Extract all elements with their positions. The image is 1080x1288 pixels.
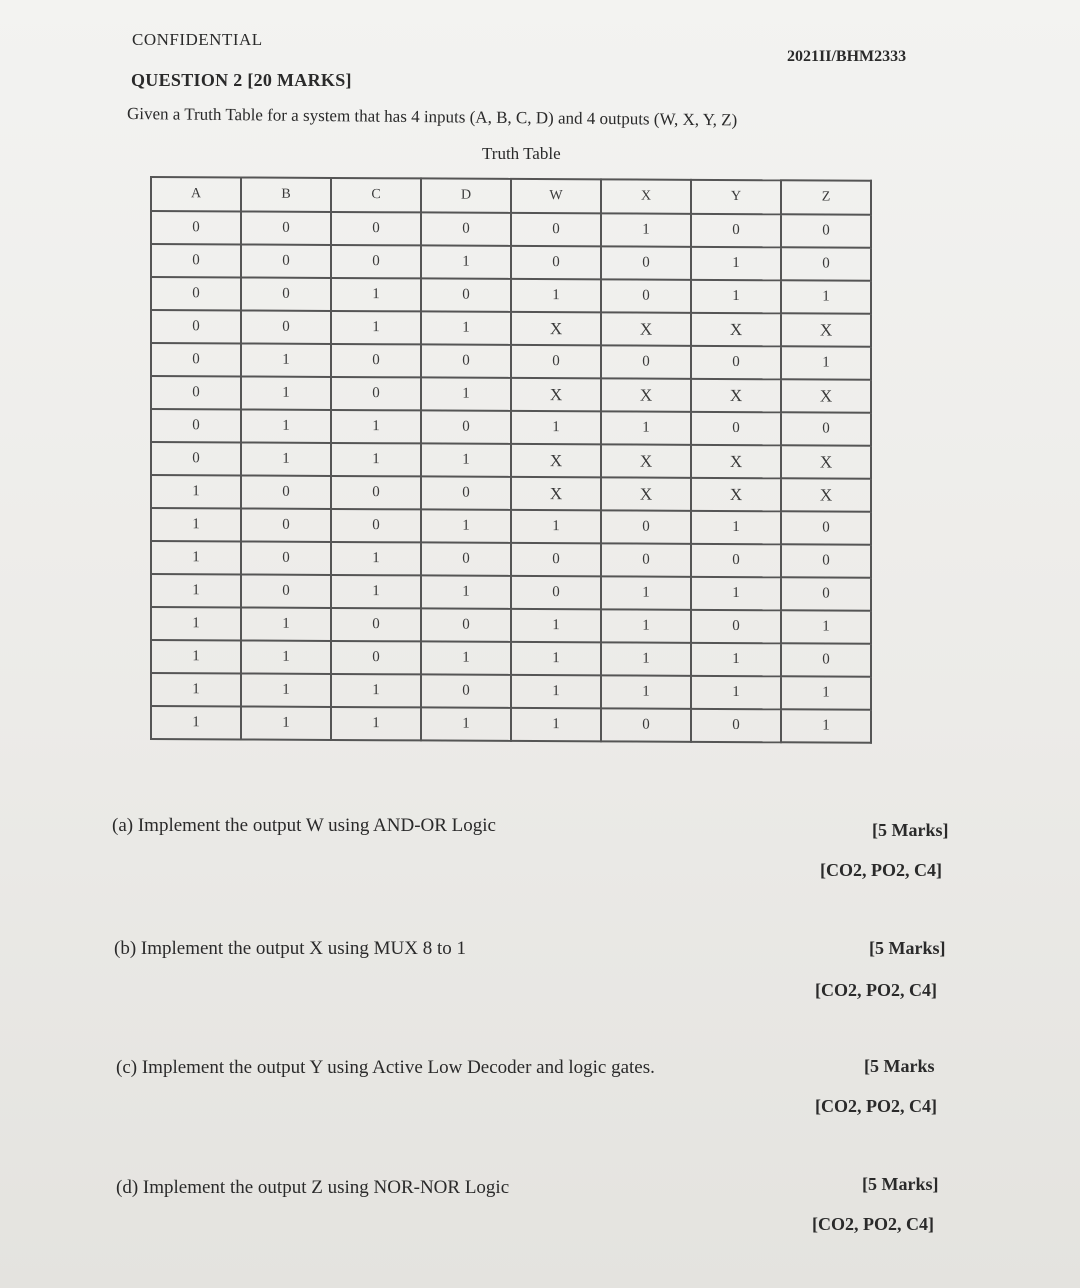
table-cell-w: X bbox=[511, 378, 601, 411]
header-cell-c: C bbox=[331, 178, 421, 212]
confidential-label: CONFIDENTIAL bbox=[132, 30, 263, 49]
table-cell-x: 1 bbox=[601, 411, 691, 444]
table-cell-d: 0 bbox=[421, 344, 511, 377]
table-cell-x: X bbox=[601, 378, 691, 411]
table-cell-y: 0 bbox=[691, 544, 781, 577]
table-cell-c: 1 bbox=[331, 542, 421, 575]
table-row bbox=[151, 640, 871, 677]
table-cell-w: 0 bbox=[511, 576, 601, 609]
table-cell-x: 0 bbox=[601, 510, 691, 543]
table-cell-y: X bbox=[691, 313, 781, 346]
table-cell-w: 1 bbox=[511, 279, 601, 312]
table-cell-y: X bbox=[691, 379, 781, 412]
course-code: 2021II/BHM2333 bbox=[787, 48, 907, 65]
table-row bbox=[151, 706, 871, 743]
table-cell-a: 0 bbox=[151, 409, 241, 442]
header-cell-w: W bbox=[511, 179, 601, 213]
table-cell-d: 1 bbox=[421, 509, 511, 542]
table-cell-w: 1 bbox=[511, 675, 601, 708]
table-cell-w: 0 bbox=[511, 246, 601, 279]
table-cell-x: 1 bbox=[601, 642, 691, 675]
table-cell-a: 1 bbox=[151, 640, 241, 673]
table-cell-a: 0 bbox=[151, 376, 241, 409]
part-b-outcomes: [CO2, PO2, C4] bbox=[815, 980, 937, 1000]
table-cell-b: 0 bbox=[241, 244, 331, 277]
table-cell-b: 1 bbox=[241, 409, 331, 442]
table-cell-c: 1 bbox=[331, 443, 421, 476]
table-cell-z: 0 bbox=[781, 643, 871, 676]
table-row bbox=[151, 244, 871, 281]
table-row bbox=[151, 541, 871, 578]
table-cell-w: 1 bbox=[511, 411, 601, 444]
table-cell-c: 0 bbox=[331, 509, 421, 542]
table-cell-c: 1 bbox=[331, 311, 421, 344]
table-cell-x: X bbox=[601, 312, 691, 345]
table-row bbox=[151, 310, 871, 347]
table-cell-w: X bbox=[511, 477, 601, 510]
table-cell-b: 1 bbox=[241, 607, 331, 640]
table-cell-c: 1 bbox=[331, 410, 421, 443]
table-cell-b: 0 bbox=[241, 277, 331, 310]
table-cell-x: 1 bbox=[601, 213, 691, 246]
table-cell-b: 1 bbox=[241, 376, 331, 409]
table-cell-x: 0 bbox=[601, 279, 691, 312]
table-cell-z: 0 bbox=[781, 247, 871, 280]
table-row bbox=[151, 442, 871, 479]
table-cell-y: X bbox=[691, 445, 781, 478]
table-cell-x: 0 bbox=[601, 345, 691, 378]
table-caption: Truth Table bbox=[482, 144, 561, 163]
part-d-text: (d) Implement the output Z using NOR-NOR Logic bbox=[116, 1177, 510, 1198]
table-cell-a: 1 bbox=[151, 574, 241, 607]
table-cell-y: 0 bbox=[691, 214, 781, 247]
table-cell-w: X bbox=[511, 312, 601, 345]
table-cell-z: 0 bbox=[781, 577, 871, 610]
part-a-outcomes: [CO2, PO2, C4] bbox=[820, 860, 942, 880]
table-cell-c: 0 bbox=[331, 245, 421, 278]
table-cell-w: X bbox=[511, 444, 601, 477]
table-cell-b: 1 bbox=[241, 442, 331, 475]
table-cell-z: 0 bbox=[781, 511, 871, 544]
table-cell-d: 1 bbox=[421, 311, 511, 344]
table-cell-z: 1 bbox=[781, 346, 871, 379]
table-row bbox=[151, 508, 871, 545]
part-d-marks: [5 Marks] bbox=[862, 1174, 939, 1194]
part-a-marks: [5 Marks] bbox=[872, 820, 949, 840]
table-cell-b: 1 bbox=[241, 706, 331, 739]
question-intro: Given a Truth Table for a system that has 4 inputs (A, B, C, D) and 4 outputs (W, X, Y, Z) bbox=[126, 104, 738, 130]
table-cell-d: 1 bbox=[421, 377, 511, 410]
table-cell-w: 1 bbox=[511, 510, 601, 543]
table-cell-d: 1 bbox=[421, 245, 511, 278]
table-cell-c: 0 bbox=[331, 344, 421, 377]
part-d-outcomes: [CO2, PO2, C4] bbox=[812, 1214, 934, 1234]
table-cell-a: 1 bbox=[151, 541, 241, 574]
table-cell-a: 0 bbox=[151, 310, 241, 343]
table-header-row bbox=[151, 177, 871, 215]
table-cell-z: 1 bbox=[781, 709, 871, 742]
table-cell-a: 0 bbox=[151, 277, 241, 310]
part-b-marks: [5 Marks] bbox=[869, 938, 946, 958]
table-cell-w: 1 bbox=[511, 708, 601, 741]
table-cell-z: 0 bbox=[781, 544, 871, 577]
table-cell-c: 0 bbox=[331, 212, 421, 245]
table-cell-z: X bbox=[781, 379, 871, 412]
table-cell-y: 1 bbox=[691, 577, 781, 610]
table-cell-b: 0 bbox=[241, 475, 331, 508]
table-cell-c: 1 bbox=[331, 674, 421, 707]
table-cell-c: 0 bbox=[331, 641, 421, 674]
table-cell-y: X bbox=[691, 478, 781, 511]
header-cell-y: Y bbox=[691, 180, 781, 214]
table-cell-w: 0 bbox=[511, 345, 601, 378]
table-body bbox=[151, 211, 871, 743]
table-cell-a: 1 bbox=[151, 607, 241, 640]
table-cell-d: 0 bbox=[421, 278, 511, 311]
table-cell-w: 0 bbox=[511, 543, 601, 576]
header-cell-x: X bbox=[601, 179, 691, 213]
table-cell-d: 0 bbox=[421, 212, 511, 245]
table-cell-x: X bbox=[601, 444, 691, 477]
table-cell-y: 1 bbox=[691, 676, 781, 709]
table-row bbox=[151, 475, 871, 512]
table-cell-z: X bbox=[781, 478, 871, 511]
header-cell-b: B bbox=[241, 177, 331, 211]
table-row bbox=[151, 607, 871, 644]
table-cell-b: 1 bbox=[241, 343, 331, 376]
table-row bbox=[151, 343, 871, 380]
table-row bbox=[151, 211, 871, 248]
table-cell-w: 1 bbox=[511, 642, 601, 675]
table-row bbox=[151, 376, 871, 413]
table-cell-y: 1 bbox=[691, 643, 781, 676]
part-c-outcomes: [CO2, PO2, C4] bbox=[815, 1096, 937, 1116]
table-cell-z: 1 bbox=[781, 676, 871, 709]
table-cell-a: 0 bbox=[151, 244, 241, 277]
table-cell-z: X bbox=[781, 445, 871, 478]
table-cell-b: 0 bbox=[241, 541, 331, 574]
table-cell-b: 1 bbox=[241, 640, 331, 673]
table-cell-d: 1 bbox=[421, 707, 511, 740]
table-cell-c: 1 bbox=[331, 707, 421, 740]
table-cell-x: 1 bbox=[601, 609, 691, 642]
table-cell-z: 1 bbox=[781, 610, 871, 643]
table-cell-y: 1 bbox=[691, 247, 781, 280]
header-cell-d: D bbox=[421, 178, 511, 212]
table-cell-c: 0 bbox=[331, 476, 421, 509]
table-cell-y: 0 bbox=[691, 610, 781, 643]
question-title: QUESTION 2 [20 MARKS] bbox=[131, 70, 352, 90]
table-cell-d: 0 bbox=[421, 608, 511, 641]
table-cell-a: 0 bbox=[151, 343, 241, 376]
table-cell-a: 1 bbox=[151, 673, 241, 706]
table-cell-b: 0 bbox=[241, 211, 331, 244]
table-cell-z: 0 bbox=[781, 214, 871, 247]
part-a-text: (a) Implement the output W using AND-OR Logic bbox=[112, 815, 496, 836]
table-cell-c: 1 bbox=[331, 575, 421, 608]
table-row bbox=[151, 574, 871, 611]
header-cell-a: A bbox=[151, 177, 241, 211]
table-cell-z: 0 bbox=[781, 412, 871, 445]
table-cell-c: 0 bbox=[331, 608, 421, 641]
table-cell-b: 1 bbox=[241, 673, 331, 706]
table-cell-c: 0 bbox=[331, 377, 421, 410]
table-cell-y: 1 bbox=[691, 511, 781, 544]
table-cell-d: 0 bbox=[421, 476, 511, 509]
table-cell-x: 0 bbox=[601, 708, 691, 741]
table-row bbox=[151, 277, 871, 314]
part-c-text: (c) Implement the output Y using Active Low Decoder and logic gates. bbox=[116, 1057, 655, 1078]
table-cell-c: 1 bbox=[331, 278, 421, 311]
table-cell-x: 1 bbox=[601, 675, 691, 708]
table-cell-d: 1 bbox=[421, 575, 511, 608]
table-cell-y: 0 bbox=[691, 709, 781, 742]
table-cell-x: 0 bbox=[601, 246, 691, 279]
table-cell-y: 1 bbox=[691, 280, 781, 313]
table-cell-a: 1 bbox=[151, 508, 241, 541]
table-cell-y: 0 bbox=[691, 346, 781, 379]
table-cell-a: 1 bbox=[151, 706, 241, 739]
table-cell-b: 0 bbox=[241, 310, 331, 343]
table-cell-z: 1 bbox=[781, 280, 871, 313]
table-cell-d: 0 bbox=[421, 410, 511, 443]
header-cell-z: Z bbox=[781, 180, 871, 214]
table-cell-a: 1 bbox=[151, 475, 241, 508]
table-cell-y: 0 bbox=[691, 412, 781, 445]
table-cell-a: 0 bbox=[151, 211, 241, 244]
part-c-marks: [5 Marks bbox=[864, 1056, 935, 1076]
part-b-text: (b) Implement the output X using MUX 8 to 1 bbox=[114, 938, 466, 959]
table-cell-d: 1 bbox=[421, 641, 511, 674]
table-cell-x: 1 bbox=[601, 576, 691, 609]
table-cell-w: 0 bbox=[511, 213, 601, 246]
truth-table bbox=[150, 176, 872, 744]
table-row bbox=[151, 673, 871, 710]
table-cell-d: 0 bbox=[421, 674, 511, 707]
table-cell-w: 1 bbox=[511, 609, 601, 642]
table-cell-x: 0 bbox=[601, 543, 691, 576]
table-cell-z: X bbox=[781, 313, 871, 346]
table-cell-b: 0 bbox=[241, 574, 331, 607]
table-row bbox=[151, 409, 871, 446]
table-cell-a: 0 bbox=[151, 442, 241, 475]
table-cell-d: 0 bbox=[421, 542, 511, 575]
table-cell-x: X bbox=[601, 477, 691, 510]
table-cell-d: 1 bbox=[421, 443, 511, 476]
table-cell-b: 0 bbox=[241, 508, 331, 541]
